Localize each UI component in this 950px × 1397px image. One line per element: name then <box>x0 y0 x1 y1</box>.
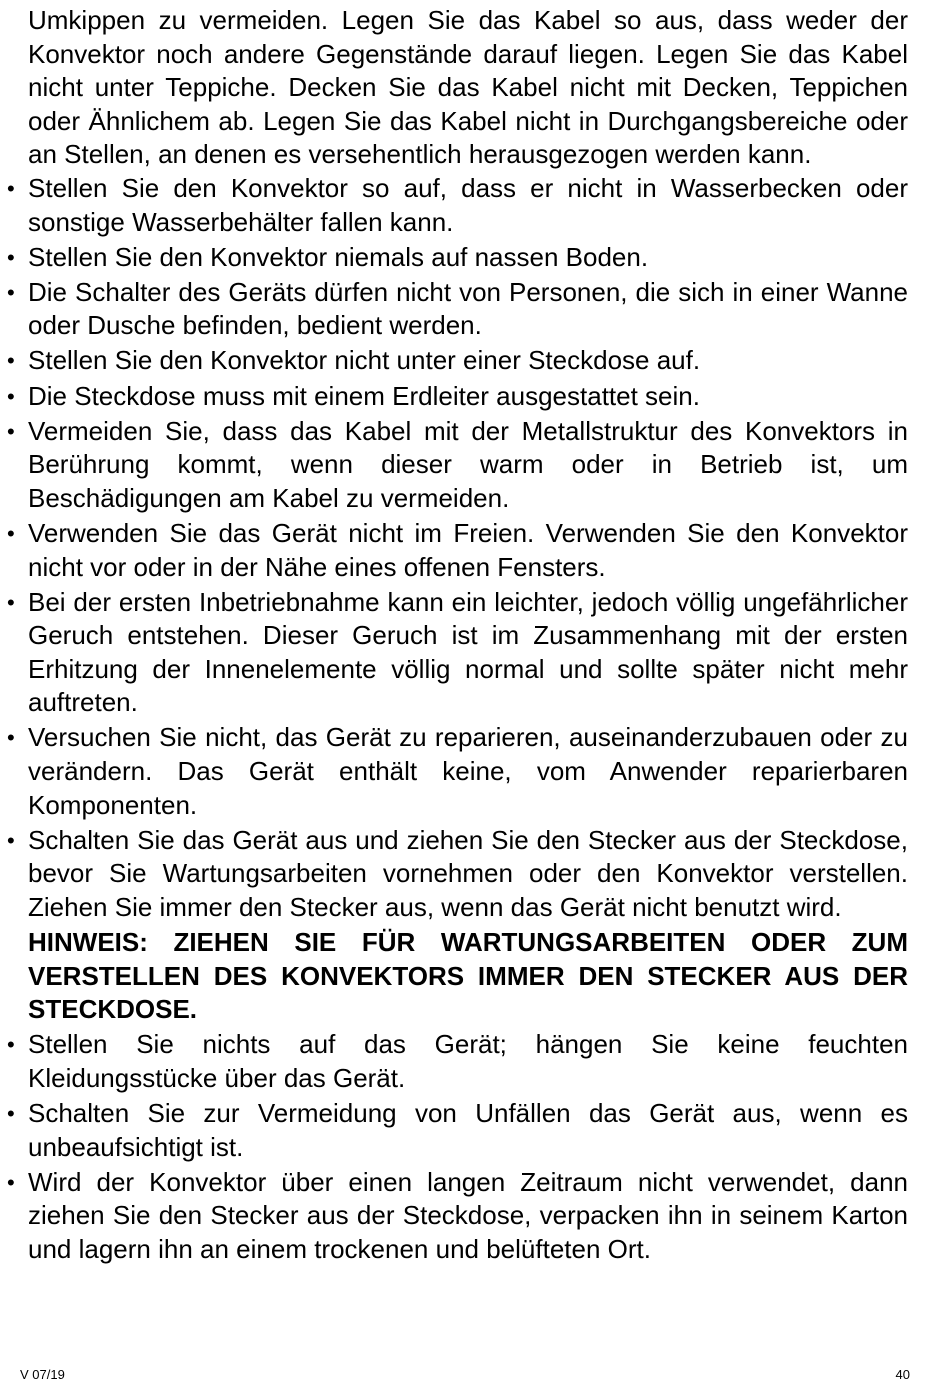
list-item-text: Vermeiden Sie, dass das Kabel mit der Metallstruktur des Konvektors in Berührung kommt, wenn dieser warm oder in Betrieb ist, um Beschädigungen am Kabel zu vermeiden. <box>28 415 908 513</box>
document-body <box>7 4 908 1268</box>
list-item <box>7 517 908 584</box>
bullet-icon: • <box>7 244 15 270</box>
list-item <box>7 721 908 822</box>
safety-list-continued <box>7 1028 908 1266</box>
list-item <box>7 1028 908 1095</box>
safety-list <box>7 172 908 925</box>
list-item <box>7 415 908 516</box>
list-item <box>7 824 908 925</box>
version-label: V 07/19 <box>20 1367 65 1382</box>
bullet-icon: • <box>7 725 15 751</box>
list-item-text: Bei der ersten Inbetriebnahme kann ein leichter, jedoch völlig ungefährlicher Geruch entstehen. Dieser Geruch ist im Zusammenhang mit der ersten Erhitzung der Innenelemente völlig normal und sollte später nicht mehr auftreten. <box>28 586 908 718</box>
list-item-text: Verwenden Sie das Gerät nicht im Freien. Verwenden Sie den Konvektor nicht vor oder in der Nähe eines offenen Fensters. <box>28 517 908 582</box>
bullet-icon: • <box>7 589 15 615</box>
list-item-text: Stellen Sie den Konvektor nicht unter einer Steckdose auf. <box>28 345 701 376</box>
list-item-text: Stellen Sie den Konvektor so auf, dass er nicht in Wasserbecken oder sonstige Wasserbehälter fallen kann. <box>28 172 908 237</box>
intro-paragraph: Umkippen zu vermeiden. Legen Sie das Kabel so aus, dass weder der Konvektor noch andere Gegenstände darauf liegen. Legen Sie das Kabel nicht unter Teppiche. Decken Sie das Kabel nicht mit Decken, Teppichen oder Ähnlichem ab. Legen Sie das Kabel nicht in Durchgangsbereiche oder an Stellen, an denen es versehentlich herausgezogen werden kann. <box>28 5 908 170</box>
list-item <box>7 276 908 343</box>
bullet-icon: • <box>7 1032 15 1058</box>
bullet-icon: • <box>7 827 15 853</box>
bullet-icon: • <box>7 520 15 546</box>
list-item-text: Die Schalter des Geräts dürfen nicht von Personen, die sich in einer Wanne oder Dusche befinden, bedient werden. <box>28 276 908 341</box>
bullet-icon: • <box>7 1101 15 1126</box>
list-item-text: Die Steckdose muss mit einem Erdleiter ausgestattet sein. <box>28 380 700 411</box>
list-item-text: Stellen Sie nichts auf das Gerät; hängen Sie keine feuchten Kleidungsstücke über das Gerät. <box>28 1029 908 1093</box>
list-item-text: Stellen Sie den Konvektor niemals auf nassen Boden. <box>28 241 649 272</box>
maintenance-note: HINWEIS: ZIEHEN SIE FÜR WARTUNGSARBEITEN ODER ZUM VERSTELLEN DES KONVEKTORS IMMER DEN STECKER AUS DER STECKDOSE. <box>28 927 908 1025</box>
list-item-text: Schalten Sie zur Vermeidung von Unfällen das Gerät aus, wenn es unbeaufsichtigt ist. <box>28 1098 908 1162</box>
list-item-text: Schalten Sie das Gerät aus und ziehen Sie den Stecker aus der Steckdose, bevor Sie Wartungsarbeiten vornehmen oder den Konvektor verstellen. Ziehen Sie immer den Stecker aus, wenn das Gerät nicht benutzt wird. <box>28 824 908 922</box>
list-item <box>7 172 908 239</box>
bullet-icon: • <box>7 383 15 409</box>
bullet-icon: • <box>7 279 15 305</box>
bullet-icon: • <box>7 348 15 374</box>
bullet-icon: • <box>7 175 15 201</box>
list-item <box>7 1097 908 1164</box>
list-item-text: Versuchen Sie nicht, das Gerät zu reparieren, auseinanderzubauen oder zu verändern. Das Gerät enthält keine, vom Anwender reparierbaren Komponenten. <box>28 722 908 820</box>
list-item <box>7 241 908 275</box>
list-item <box>7 1166 908 1267</box>
list-item <box>7 380 908 414</box>
list-item <box>7 344 908 378</box>
bullet-icon: • <box>7 1169 15 1195</box>
list-item <box>7 586 908 720</box>
list-item-text: Wird der Konvektor über einen langen Zeitraum nicht verwendet, dann ziehen Sie den Stecker aus der Steckdose, verpacken ihn in seinem Karton und lagern ihn an einem trockenen und belüfteten Ort. <box>28 1166 908 1264</box>
page-number: 40 <box>895 1367 910 1382</box>
bullet-icon: • <box>7 418 15 444</box>
